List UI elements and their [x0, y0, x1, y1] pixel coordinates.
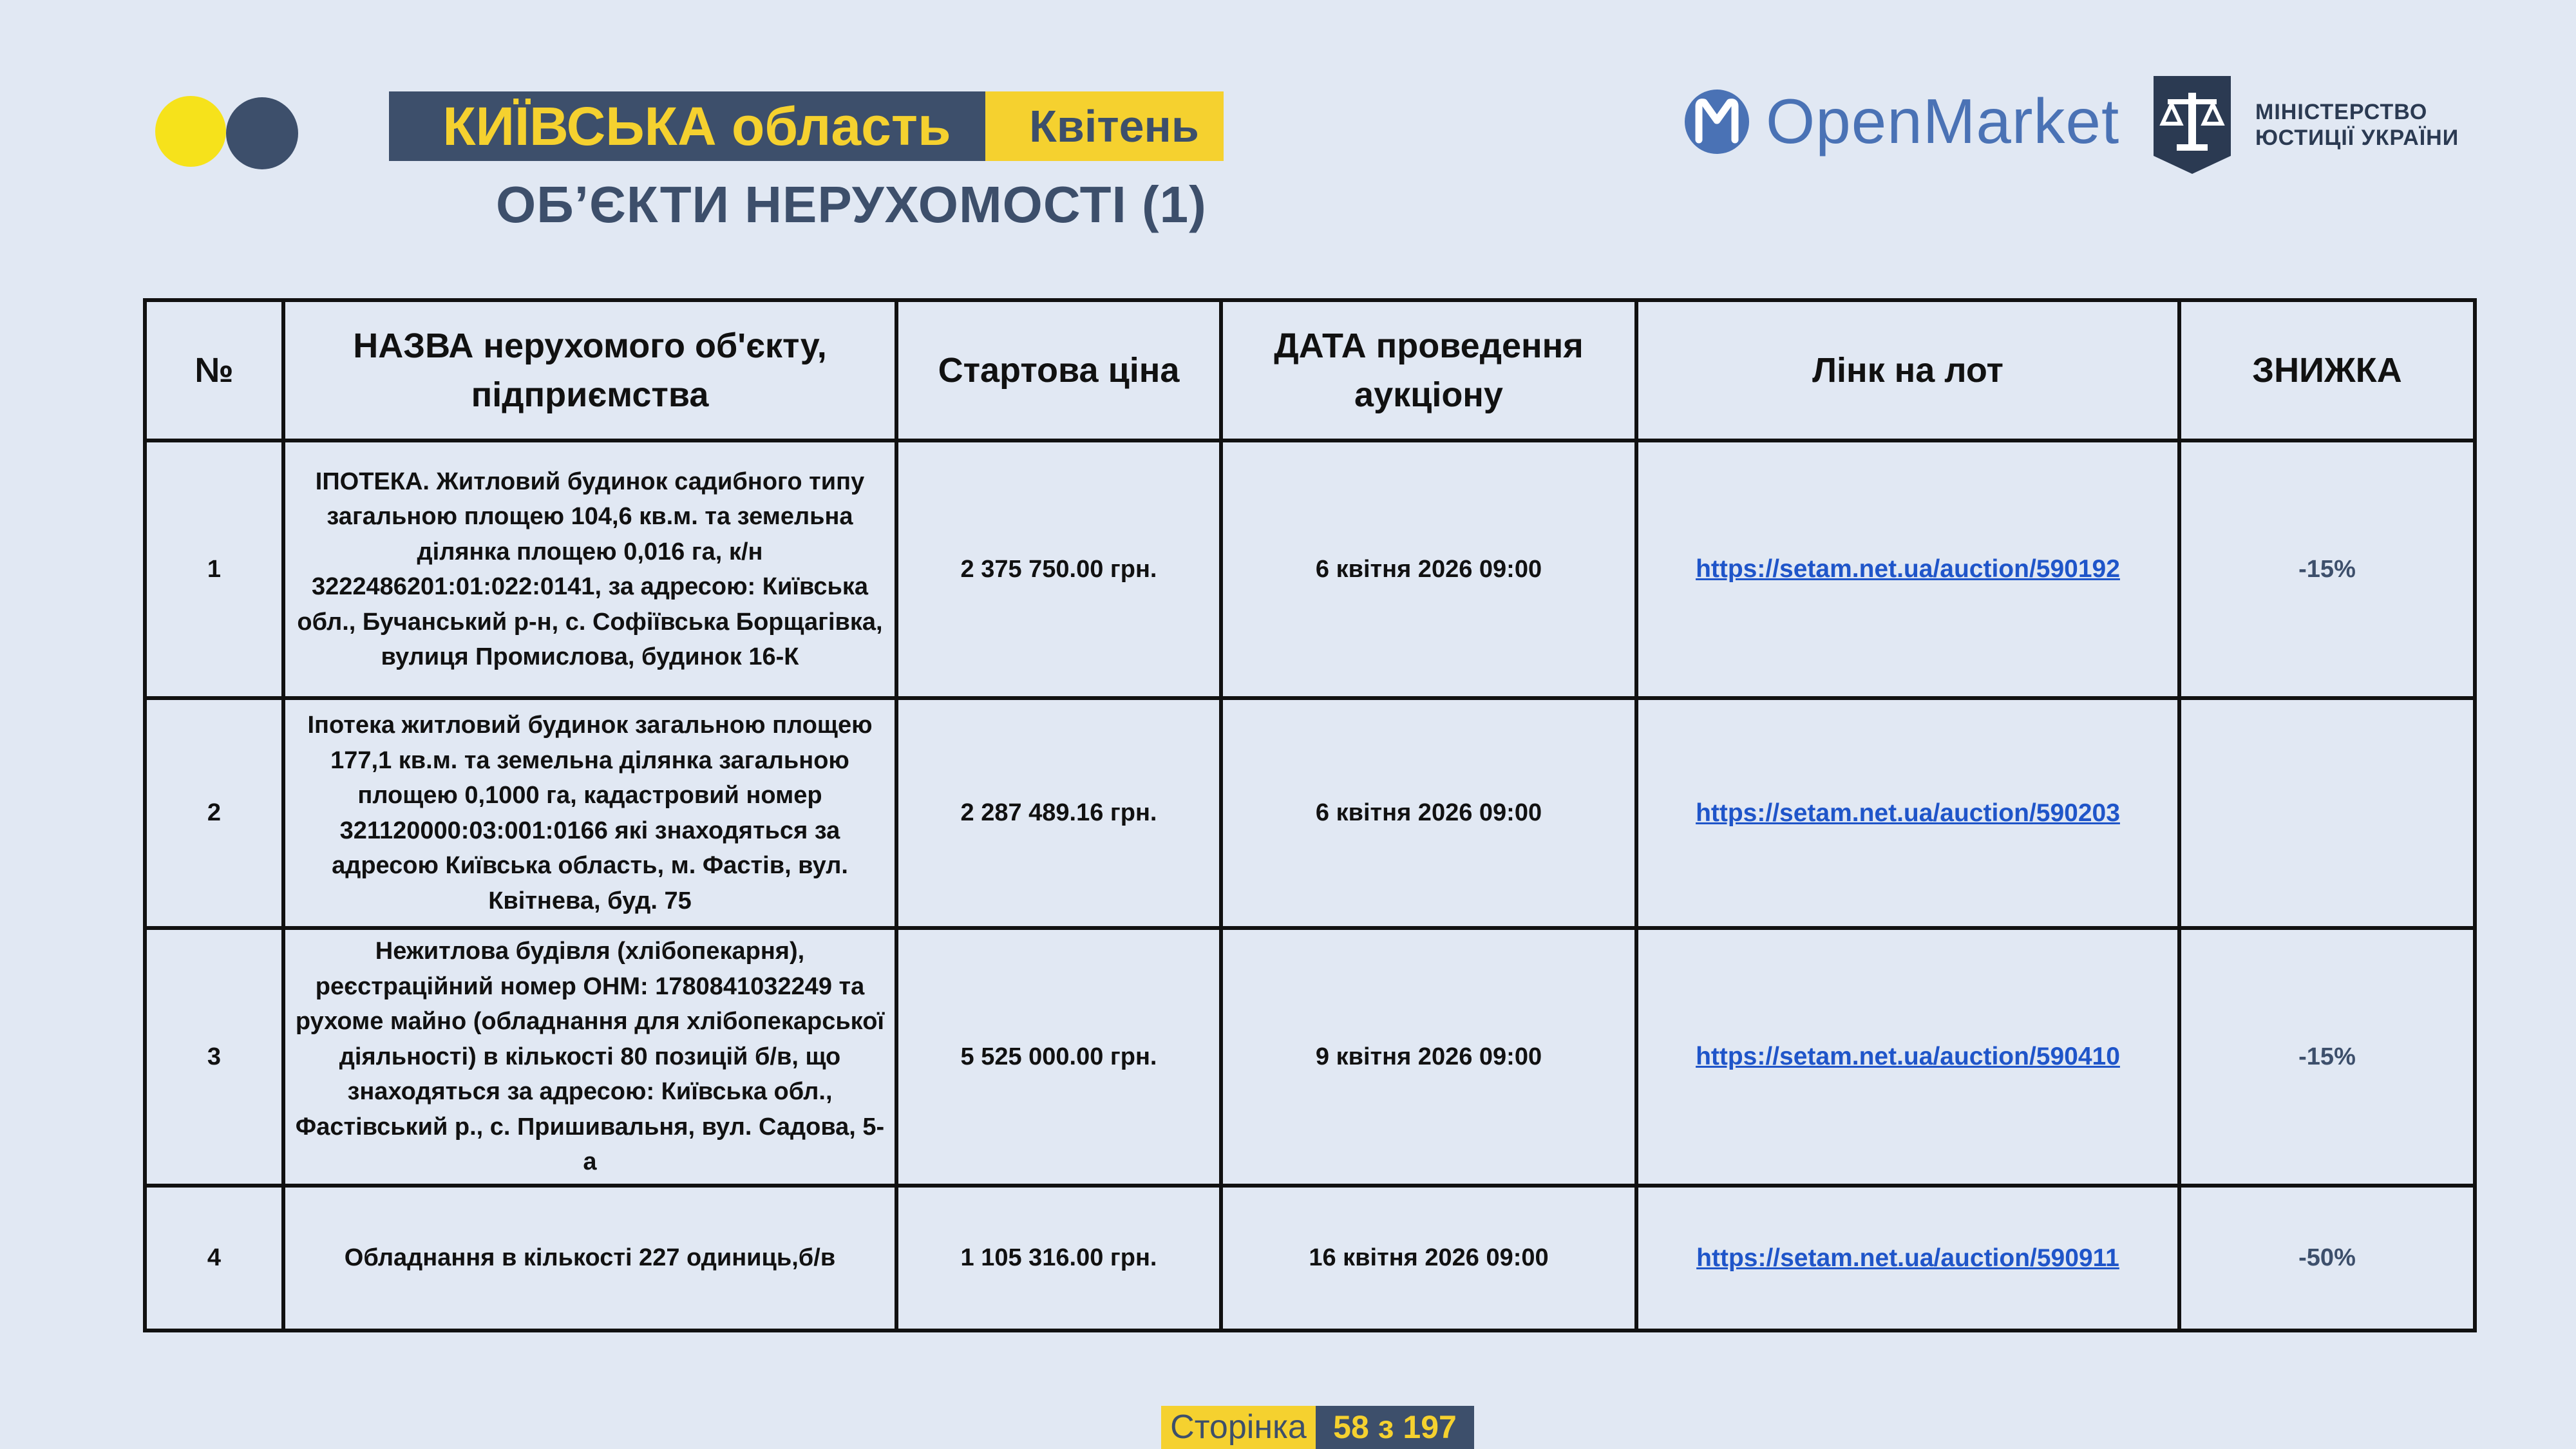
- auction-date: 16 квітня 2026 09:00: [1221, 1186, 1636, 1331]
- scales-of-justice-icon: [2151, 73, 2233, 176]
- object-name: ІПОТЕКА. Житловий будинок садибного типу загальною площею 104,6 кв.м. та земельна ділянка площею 0,016 га, к/н 3222486201:01:022:0141, за адресою: Київська обл., Бучанський р-н, с. Софіївська Борщагівка, вулиця Промислова, будинок 16-К: [283, 440, 896, 698]
- lot-link-cell: [1636, 1186, 2179, 1331]
- ministry-logo: [2151, 73, 2459, 176]
- openmarket-m-icon: [1682, 87, 1752, 156]
- lot-link-cell: [1636, 698, 2179, 928]
- start-price: 2 287 489.16 грн.: [896, 698, 1221, 928]
- table-row: [145, 698, 2475, 928]
- header-link: Лінк на лот: [1636, 300, 2179, 440]
- auction-date: 6 квітня 2026 09:00: [1221, 440, 1636, 698]
- lot-link[interactable]: https://setam.net.ua/auction/590192: [1696, 555, 2120, 583]
- header-name: НАЗВА нерухомого об'єкту, підприємства: [283, 300, 896, 440]
- discount-value: -15%: [2179, 440, 2475, 698]
- row-number: 2: [145, 698, 283, 928]
- discount-value: -50%: [2179, 1186, 2475, 1331]
- start-price: 5 525 000.00 грн.: [896, 928, 1221, 1186]
- lot-link[interactable]: https://setam.net.ua/auction/590911: [1696, 1244, 2119, 1272]
- openmarket-wordmark: OpenMarket: [1766, 86, 2120, 156]
- object-name: Іпотека житловий будинок загальною площею 177,1 кв.м. та земельна ділянка загальною площею 0,1000 га, кадастровий номер 321120000:03:001:0166 які знаходяться за адресою Київська область, м. Фастів, вул. Квітнева, буд. 75: [283, 698, 896, 928]
- table-header-row: [145, 300, 2475, 440]
- ministry-name-line2: ЮСТИЦІЇ УКРАЇНИ: [2255, 126, 2459, 150]
- page-number: 58 з 197: [1316, 1406, 1474, 1449]
- object-name: Обладнання в кількості 227 одиниць,б/в: [283, 1186, 896, 1331]
- lot-link-cell: [1636, 440, 2179, 698]
- discount-value: -15%: [2179, 928, 2475, 1186]
- header-discount: ЗНИЖКА: [2179, 300, 2475, 440]
- row-number: 3: [145, 928, 283, 1186]
- month-label: Квітень: [985, 91, 1224, 161]
- auction-date: 9 квітня 2026 09:00: [1221, 928, 1636, 1186]
- openmarket-logo: [1682, 85, 2119, 158]
- page-subtitle: ОБ’ЄКТИ НЕРУХОМОСТІ (1): [496, 176, 1207, 233]
- lots-table: [143, 298, 2477, 1332]
- start-price: 1 105 316.00 грн.: [896, 1186, 1221, 1331]
- lot-link-cell: [1636, 928, 2179, 1186]
- start-price: 2 375 750.00 грн.: [896, 440, 1221, 698]
- ministry-name: [2255, 99, 2459, 151]
- table-row: [145, 1186, 2475, 1331]
- lot-link[interactable]: https://setam.net.ua/auction/590410: [1696, 1043, 2120, 1070]
- row-number: 1: [145, 440, 283, 698]
- auction-date: 6 квітня 2026 09:00: [1221, 698, 1636, 928]
- table-row: [145, 928, 2475, 1186]
- object-name: Нежитлова будівля (хлібопекарня), реєстраційний номер ОНМ: 1780841032249 та рухоме майно (обладнання для хлібопекарської діяльності) в кількості 80 позицій б/в, що знаходяться за адресою: Київська обл., Фастівський р., с. Пришивальня, вул. Садова, 5-а: [283, 928, 896, 1186]
- page-indicator: [1161, 1406, 1474, 1449]
- navy-dot: [226, 97, 298, 169]
- title-banner: [389, 91, 1224, 161]
- lot-link[interactable]: https://setam.net.ua/auction/590203: [1696, 799, 2120, 827]
- yellow-dot: [155, 96, 226, 167]
- row-number: 4: [145, 1186, 283, 1331]
- ministry-name-line1: МІНІСТЕРСТВО: [2255, 100, 2428, 124]
- page-label: Сторінка: [1161, 1406, 1316, 1449]
- discount-value: [2179, 698, 2475, 928]
- header-price: Стартова ціна: [896, 300, 1221, 440]
- region-title: КИЇВСЬКА область: [389, 91, 985, 161]
- table-row: [145, 440, 2475, 698]
- header-number: №: [145, 300, 283, 440]
- header-date: ДАТА проведення аукціону: [1221, 300, 1636, 440]
